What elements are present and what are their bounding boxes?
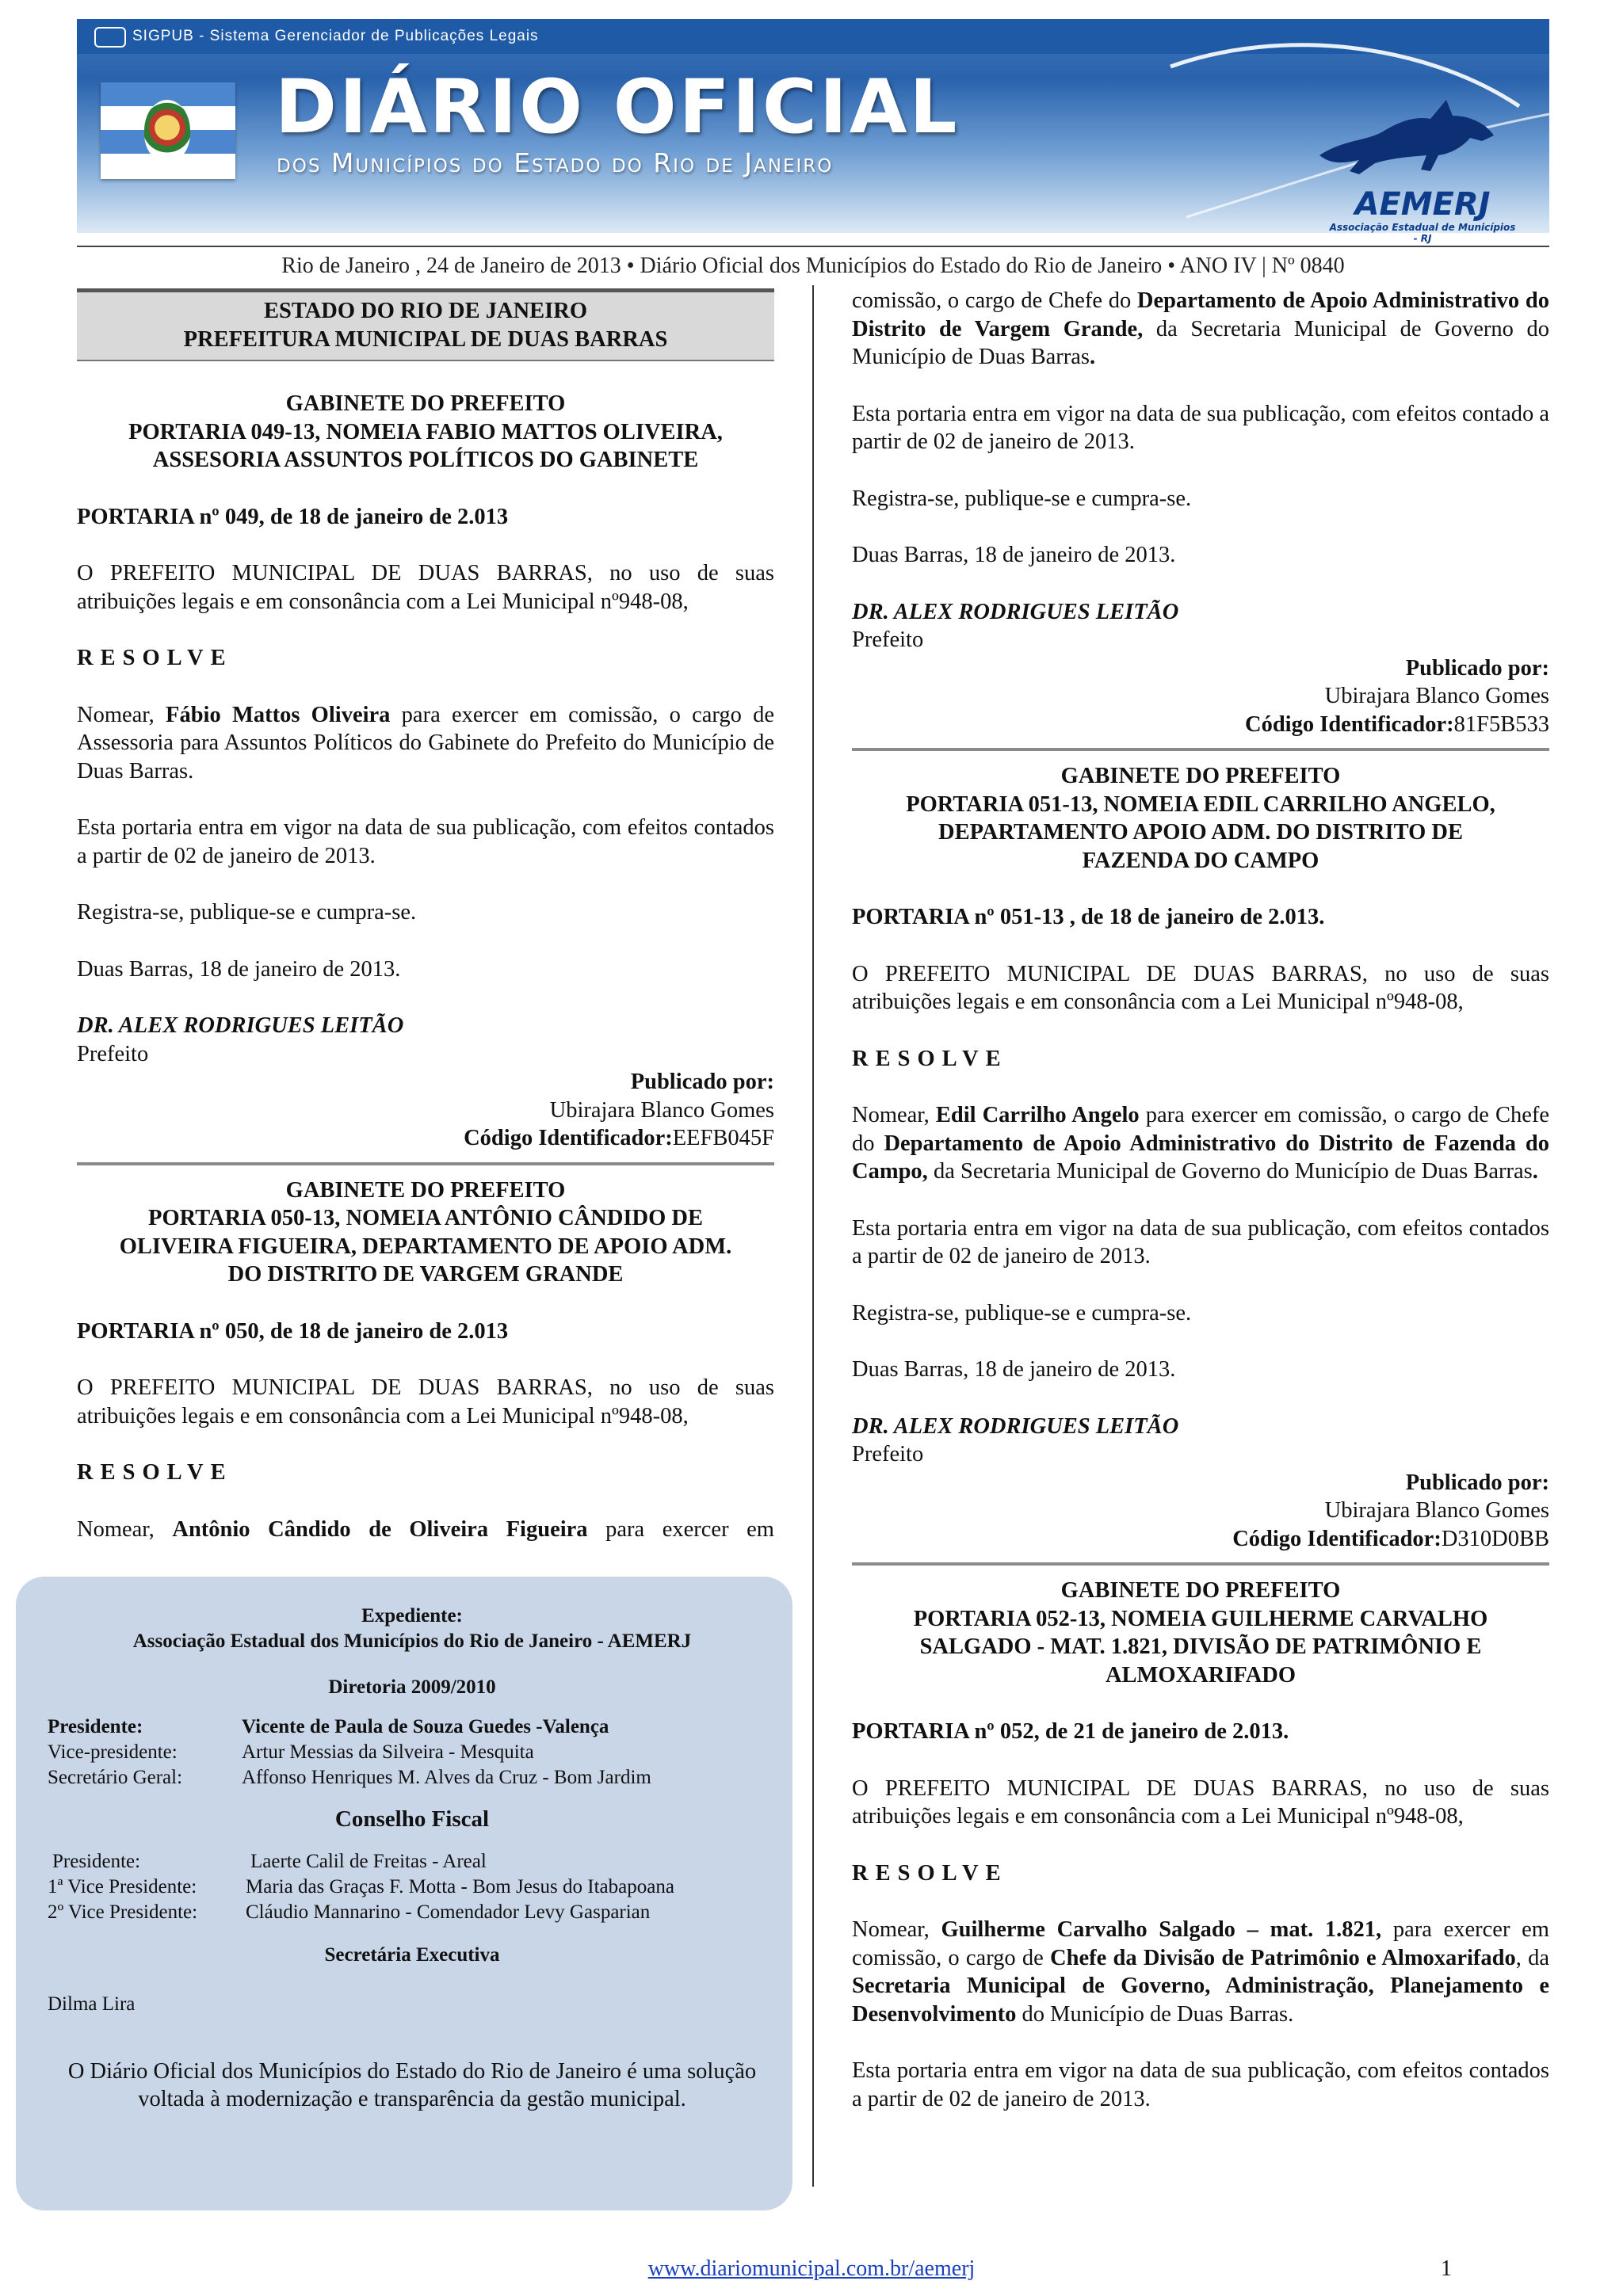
aemerj-name: AEMERJ	[1354, 186, 1491, 223]
role-label: Secretário Geral:	[48, 1767, 183, 1788]
portaria-title: PORTARIA nº 049, de 18 de janeiro de 2.013	[77, 504, 509, 529]
expediente-box	[16, 1577, 792, 2210]
diretoria-row	[48, 1765, 777, 1791]
nomear-text: para exercer em comissão, o cargo de Assessoria para Assuntos Políticos do Gabinete do Prefeito do Município de Duas Barras.	[77, 702, 774, 784]
body-text: comissão, o cargo de Chefe do	[852, 288, 1137, 313]
diretoria-heading: Diretoria 2009/2010	[328, 1676, 496, 1698]
conselho-list	[48, 1849, 777, 1925]
diretoria-row	[48, 1714, 777, 1740]
body-text: para exercer em comissão, o cargo de Chefe do	[852, 1103, 1549, 1156]
portaria-title: PORTARIA nº 052, de 21 de janeiro de 2.013.	[852, 1719, 1289, 1744]
portaria-title: PORTARIA nº 051-13 , de 18 de janeiro de 2.013.	[852, 905, 1325, 929]
role-label: Presidente:	[48, 1716, 143, 1737]
appointee-name: Guilherme Carvalho Salgado – mat. 1.821,	[941, 1917, 1382, 1942]
registra-paragraph: Registra-se, publique-se e cumpra-se.	[77, 900, 417, 925]
preamble: O PREFEITO MUNICIPAL DE DUAS BARRAS, no uso de suas atribuições legais e em consonância com a Lei Municipal nº948-08,	[77, 1375, 774, 1428]
gabinete-heading: GABINETE DO PREFEITO	[285, 391, 566, 416]
sigpub-label: SIGPUB - Sistema Gerenciador de Publicações Legais	[132, 28, 539, 44]
place-date: Duas Barras, 18 de janeiro de 2013.	[852, 1357, 1176, 1382]
role-label: Presidente:	[52, 1851, 141, 1872]
rio-de-janeiro-flag-icon	[101, 82, 235, 179]
footer-website-link[interactable]: www.diariomunicipal.com.br/aemerj	[647, 2256, 976, 2281]
portaria-heading-line: DO DISTRITO DE VARGEM GRANDE	[227, 1262, 624, 1287]
secretaria-name: Secretaria Municipal de Governo, Administração, Planejamento e Desenvolvimento	[852, 1974, 1549, 2027]
body-text: , da	[1515, 1945, 1549, 1970]
preamble: O PREFEITO MUNICIPAL DE DUAS BARRAS, no uso de suas atribuições legais e em consonância com a Lei Municipal nº948-08,	[852, 961, 1549, 1014]
resolve-heading: RESOLVE	[852, 1046, 1008, 1071]
gabinete-heading: GABINETE DO PREFEITO	[1060, 1578, 1341, 1603]
expediente-title: Expediente:	[361, 1605, 463, 1627]
preamble: O PREFEITO MUNICIPAL DE DUAS BARRAS, no uso de suas atribuições legais e em consonância com a Lei Municipal nº948-08,	[77, 561, 774, 614]
right-column	[852, 287, 1549, 2113]
masthead-subtitle: dos Municípios do Estado do Rio de Janeiro	[277, 147, 834, 178]
portaria-heading-line: FAZENDA DO CAMPO	[1082, 848, 1319, 873]
signer-name: DR. ALEX RODRIGUES LEITÃO	[852, 599, 1179, 624]
expediente-footer-text: O Diário Oficial dos Municípios do Estado do Rio de Janeiro é uma solução voltada à modernização e transparência da gestão municipal.	[67, 2058, 757, 2111]
association-name: Associação Estadual dos Municípios do Rio de Janeiro - AEMERJ	[132, 1630, 692, 1652]
signer-role: Prefeito	[852, 1442, 924, 1466]
signer-name: DR. ALEX RODRIGUES LEITÃO	[852, 1413, 1179, 1439]
place-date: Duas Barras, 18 de janeiro de 2013.	[852, 543, 1176, 567]
registra-paragraph: Registra-se, publique-se e cumpra-se.	[852, 1300, 1192, 1325]
nomear-text: para exercer em	[587, 1516, 774, 1542]
diretoria-row	[48, 1740, 777, 1765]
identifier-code	[852, 711, 1549, 739]
identifier-label: Código Identificador:	[464, 1126, 673, 1150]
portaria-title: PORTARIA nº 050, de 18 de janeiro de 2.013	[77, 1318, 509, 1344]
nomear-paragraph	[77, 1516, 774, 1544]
aemerj-animal-logo-icon	[1312, 92, 1502, 179]
department-name: Departamento de Apoio Administrativo do Distrito de Vargem Grande,	[852, 288, 1549, 341]
signer-role: Prefeito	[852, 627, 924, 652]
portaria-052	[852, 1577, 1549, 2113]
section-separator	[852, 748, 1549, 751]
portaria-049	[77, 390, 774, 1153]
left-column	[77, 288, 774, 1543]
member-name: Cláudio Mannarino - Comendador Levy Gasparian	[246, 1901, 651, 1923]
nomear-text: Nomear,	[77, 702, 166, 727]
department-name: Departamento de Apoio Administrativo do Distrito de Fazenda do Campo,	[852, 1131, 1549, 1184]
identifier-code	[77, 1124, 774, 1153]
masthead-title: DIÁRIO OFICIAL	[275, 64, 960, 151]
published-by-label: Publicado por:	[630, 1070, 774, 1094]
gabinete-heading: GABINETE DO PREFEITO	[285, 1177, 566, 1203]
member-name: Maria das Graças F. Motta - Bom Jesus do Itabapoana	[246, 1876, 674, 1897]
body-text: Nomear,	[852, 1103, 936, 1127]
member-name: Laerte Calil de Freitas - Areal	[250, 1851, 487, 1872]
portaria-heading-line: PORTARIA 049-13, NOMEIA FABIO MATTOS OLIVEIRA,	[128, 419, 723, 444]
published-by-label: Publicado por:	[1405, 1470, 1549, 1495]
identifier-label: Código Identificador:	[1232, 1526, 1442, 1551]
identifier-code	[852, 1525, 1549, 1554]
issue-line: Rio de Janeiro , 24 de Janeiro de 2013 • Diário Oficial dos Municípios do Estado do Rio de Janeiro • ANO IV | Nº 0840	[281, 254, 1345, 278]
role-label: 2º Vice Presidente:	[48, 1901, 198, 1923]
body-text: Nomear,	[852, 1917, 941, 1942]
portaria-heading-line: PORTARIA 051-13, NOMEIA EDIL CARRILHO ANGELO,	[906, 791, 1495, 817]
conselho-row	[48, 1900, 777, 1925]
publisher-name: Ubirajara Blanco Gomes	[1324, 684, 1549, 708]
section-separator	[852, 1562, 1549, 1566]
registra-paragraph: Registra-se, publique-se e cumpra-se.	[852, 486, 1192, 511]
body-text: para exercer em comissão, o cargo de	[852, 1917, 1549, 1970]
portaria-heading-line: DEPARTAMENTO APOIO ADM. DO DISTRITO DE	[938, 820, 1463, 845]
gabinete-heading: GABINETE DO PREFEITO	[1060, 764, 1341, 788]
portaria-heading-line: ASSESORIA ASSUNTOS POLÍTICOS DO GABINETE	[152, 448, 699, 472]
body-text: da Secretaria Municipal de Governo do Município de Duas Barras	[852, 316, 1549, 369]
appointee-name: Antônio Cândido de Oliveira Figueira	[172, 1516, 588, 1542]
nomear-text: Nomear,	[77, 1516, 173, 1542]
identifier-value: EEFB045F	[672, 1126, 774, 1150]
vigor-paragraph: Esta portaria entra em vigor na data de sua publicação, com efeitos contados a partir de 02 de janeiro de 2013.	[852, 1215, 1549, 1268]
header-rule	[77, 246, 1549, 247]
nomear-paragraph	[77, 701, 774, 786]
member-name: Affonso Henriques M. Alves da Cruz - Bom Jardim	[242, 1767, 651, 1788]
appointee-name: Fábio Mattos Oliveira	[166, 702, 391, 727]
portaria-heading-line: SALGADO - MAT. 1.821, DIVISÃO DE PATRIMÔNIO E	[919, 1634, 1482, 1659]
resolve-heading: RESOLVE	[852, 1860, 1008, 1886]
identifier-value: D310D0BB	[1441, 1526, 1549, 1551]
portaria-050	[77, 1177, 774, 1544]
portaria-heading-line: PORTARIA 052-13, NOMEIA GUILHERME CARVALHO	[913, 1606, 1488, 1631]
secretaria-heading: Secretária Executiva	[324, 1944, 500, 1966]
identifier-value: 81F5B533	[1453, 711, 1549, 737]
resolve-heading: RESOLVE	[77, 646, 233, 670]
portaria-050-continued	[852, 287, 1549, 738]
conselho-row	[48, 1849, 777, 1875]
page-number: 1	[1441, 2256, 1452, 2281]
portaria-heading-line: ALMOXARIFADO	[1105, 1662, 1296, 1688]
column-divider	[812, 285, 814, 2187]
place-date: Duas Barras, 18 de janeiro de 2013.	[77, 956, 401, 982]
state-heading-box	[77, 288, 774, 361]
portaria-heading-line: OLIVEIRA FIGUEIRA, DEPARTAMENTO DE APOIO ADM.	[119, 1234, 732, 1259]
member-name: Vicente de Paula de Souza Guedes -Valença	[242, 1716, 609, 1737]
body-text: do Município de Duas Barras.	[1016, 2001, 1294, 2027]
appointee-name: Edil Carrilho Angelo	[935, 1103, 1140, 1127]
body-text: da Secretaria Municipal de Governo do Município de Duas Barras	[927, 1159, 1533, 1184]
nomear-paragraph	[852, 1101, 1549, 1186]
nomear-continuation	[852, 287, 1549, 372]
division-name: Chefe da Divisão de Patrimônio e Almoxarifado	[1050, 1945, 1516, 1970]
aemerj-logo	[1327, 187, 1518, 244]
identifier-label: Código Identificador:	[1245, 711, 1454, 737]
masthead-banner	[77, 19, 1549, 244]
published-by-label: Publicado por:	[1405, 655, 1549, 681]
role-label: 1ª Vice Presidente:	[48, 1876, 197, 1897]
publisher-name: Ubirajara Blanco Gomes	[549, 1097, 774, 1123]
vigor-paragraph: Esta portaria entra em vigor na data de sua publicação, com efeitos contados a partir de 02 de janeiro de 2013.	[77, 815, 774, 868]
signer-role: Prefeito	[77, 1041, 149, 1066]
portaria-heading-line: PORTARIA 050-13, NOMEIA ANTÔNIO CÂNDIDO DE	[148, 1206, 703, 1230]
section-separator	[77, 1162, 774, 1165]
conselho-row	[48, 1875, 777, 1900]
publisher-name: Ubirajara Blanco Gomes	[1324, 1498, 1549, 1523]
secretaria-name: Dilma Lira	[48, 1993, 136, 2015]
resolve-heading: RESOLVE	[77, 1460, 233, 1485]
prefeitura-name: PREFEITURA MUNICIPAL DE DUAS BARRAS	[183, 326, 668, 352]
conselho-heading: Conselho Fiscal	[334, 1806, 490, 1832]
diretoria-list	[48, 1714, 777, 1791]
signer-name: DR. ALEX RODRIGUES LEITÃO	[77, 1013, 404, 1038]
aemerj-subtitle: Associação Estadual de Municípios - RJ	[1329, 222, 1516, 244]
preamble: O PREFEITO MUNICIPAL DE DUAS BARRAS, no uso de suas atribuições legais e em consonância com a Lei Municipal nº948-08,	[852, 1775, 1549, 1829]
body-text: .	[1089, 345, 1096, 369]
member-name: Artur Messias da Silveira - Mesquita	[242, 1741, 534, 1763]
body-text: .	[1532, 1159, 1538, 1184]
role-label: Vice-presidente:	[48, 1741, 178, 1763]
portaria-051	[852, 762, 1549, 1553]
vigor-paragraph: Esta portaria entra em vigor na data de sua publicação, com efeitos contado a partir de 02 de janeiro de 2013.	[852, 401, 1549, 454]
vigor-paragraph: Esta portaria entra em vigor na data de sua publicação, com efeitos contados a partir de 02 de janeiro de 2013.	[852, 2058, 1549, 2111]
state-name: ESTADO DO RIO DE JANEIRO	[263, 299, 588, 323]
nomear-paragraph	[852, 1916, 1549, 2028]
